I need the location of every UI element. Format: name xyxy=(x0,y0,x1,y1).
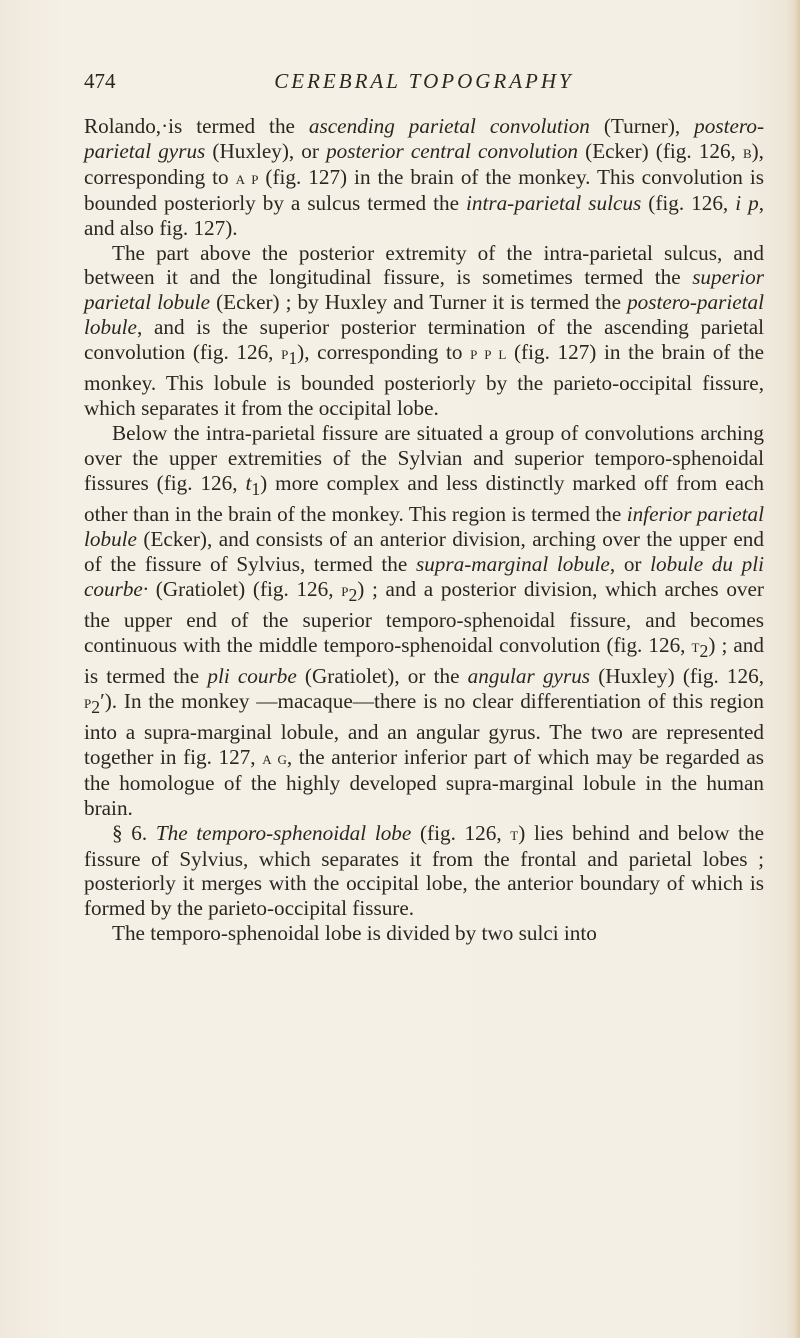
page-header xyxy=(84,68,764,94)
paragraph xyxy=(84,241,764,422)
italic-term: ascending parietal convolution xyxy=(308,114,590,138)
italic-term: inferior parietal lobule xyxy=(84,502,764,551)
italic-term: pli courbe xyxy=(207,663,297,688)
running-head: CEREBRAL TOPOGRAPHY xyxy=(274,69,574,93)
text-run: , and is the superior posterior termination of the ascending parietal convolution (fig. 126, xyxy=(84,315,764,365)
text-run: § 6. xyxy=(112,820,156,845)
text-run: (fig. 126, xyxy=(411,820,511,845)
text-run: (fig. 126, xyxy=(641,190,736,215)
text-run: (fig. 127) in the brain of the monkey. This convolution is bounded posteriorly by a sulcus termed the xyxy=(84,164,764,215)
text-run: ) lies behind and below the fissure of Sylvius, which separates it from the frontal and parietal lobes ; posteriorly it merges with the occipital lobe, the anterior boundary of which is formed by the parieto-occipital fissure. xyxy=(84,820,765,921)
text-run: , the anterior inferior part of which may be regarded as the homologue of the highly developed supra-marginal lobule in the human brain. xyxy=(84,744,764,820)
text-run: ) ; and a posterior division, which arches over the upper end of the superior temporo-sphenoidal fissure, and becomes continuous with the middle temporo-sphenoidal convolution (fig. 126, xyxy=(84,576,764,657)
paragraph xyxy=(84,921,764,946)
text-run: (Ecker) (fig. 126, xyxy=(578,138,743,163)
italic-term: superior parietal lobule xyxy=(84,265,764,315)
text-run: (Huxley), or xyxy=(205,138,327,163)
italic-term: The temporo-sphenoidal lobe xyxy=(155,820,412,845)
figure-label: p xyxy=(281,343,289,364)
italic-term: angular gyrus xyxy=(467,663,591,688)
text-run: , and also fig. 127). xyxy=(84,190,765,240)
figure-label: b xyxy=(742,141,752,162)
italic-term: i p xyxy=(735,190,759,215)
page-edge xyxy=(786,0,800,1338)
figure-label: p xyxy=(341,579,349,600)
figure-label: p xyxy=(84,691,92,712)
figure-label: a p xyxy=(235,167,259,188)
text-run: The part above the posterior extremity of the intra-parietal sulcus, and between it and the longitudinal fissure, is sometimes termed the xyxy=(84,240,764,290)
text-run: (Ecker) ; by Huxley and Turner it is termed the xyxy=(210,290,628,315)
italic-term: lobule du pli courbe· xyxy=(84,551,764,601)
text-run: ), corresponding to xyxy=(297,340,471,365)
paragraph xyxy=(84,421,764,821)
text-run: Below the intra-parietal fissure are situated a group of convolutions arching over the upper extremities of the Sylvian and superior temporo-sphenoidal fissures (fig. 126, xyxy=(84,421,764,495)
text-run: The temporo-sphenoidal lobe is divided by two sulci into xyxy=(112,921,597,946)
subscript: 1 xyxy=(251,479,261,500)
subscript: 1 xyxy=(288,348,298,369)
paragraph xyxy=(84,821,764,922)
page-number: 474 xyxy=(84,69,116,93)
figure-label: a g xyxy=(262,747,287,768)
text-run: (Turner), xyxy=(589,114,695,138)
text-run: (Ecker), and consists of an anterior division, arching over the upper end of the fissure of Sylvius, termed the xyxy=(84,526,764,576)
italic-term: supra-marginal lobule xyxy=(415,551,610,576)
subscript: 2 xyxy=(91,697,101,718)
italic-term: posterior central convolution xyxy=(326,138,579,163)
italic-term: t xyxy=(245,470,252,495)
subscript: 2 xyxy=(348,585,358,606)
subscript: 2 xyxy=(699,641,709,662)
figure-label: t xyxy=(510,823,519,844)
figure-label: t xyxy=(691,635,700,656)
body-text xyxy=(84,114,764,946)
text-run: (Huxley) (fig. 126, xyxy=(590,663,764,688)
text-run: , or xyxy=(609,551,651,576)
text-run: (Gratiolet), or the xyxy=(296,663,468,688)
italic-term: postero-parietal gyrus xyxy=(84,114,765,163)
italic-term: postero-parietal lobule xyxy=(84,290,764,340)
text-run: ) ; and is termed the xyxy=(84,632,764,688)
text-run: ) more complex and less distinctly marked off from each other than in the brain of the monkey. This region is termed the xyxy=(84,470,764,527)
italic-term: intra-parietal sulcus xyxy=(465,190,642,215)
paragraph xyxy=(84,114,764,241)
text-run: (fig. 127) in the brain of the monkey. This lobule is bounded posteriorly by the parieto-occipital fissure, which separates it from the occipital lobe. xyxy=(84,340,764,421)
figure-label: p p l xyxy=(470,343,507,364)
text-run: ), corresponding to xyxy=(84,138,764,189)
text-run: (Gratiolet) (fig. 126, xyxy=(148,576,342,601)
text-run: ′). In the monkey —macaque—there is no clear differentiation of this region into a supra-marginal lobule, and an angular gyrus. The two are represented together in fig. 127, xyxy=(84,688,764,769)
text-run: Rolando,·is termed the xyxy=(84,114,309,138)
